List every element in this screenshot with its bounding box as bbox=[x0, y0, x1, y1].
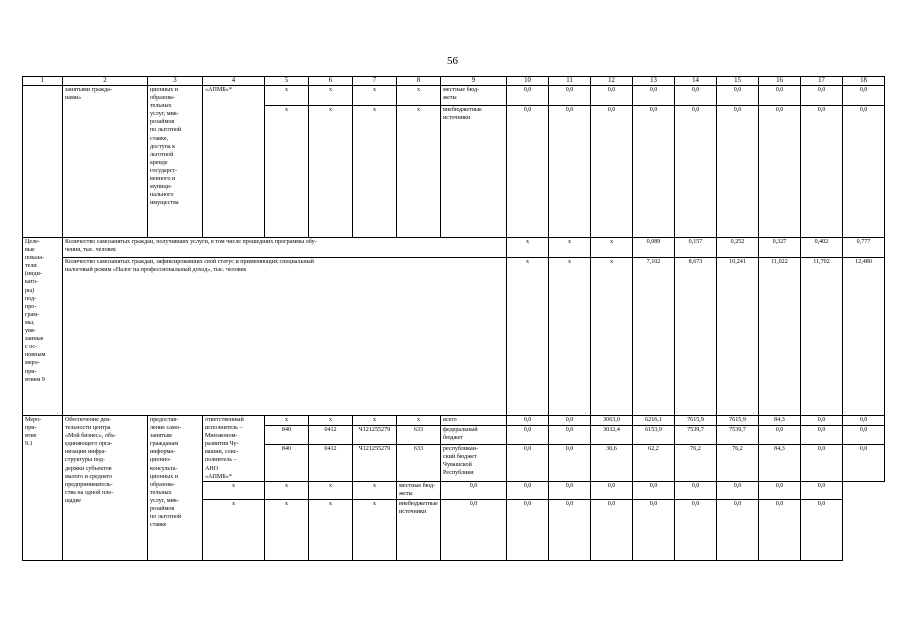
column-number: 8 bbox=[397, 77, 441, 86]
value-cell: 0,0 bbox=[507, 444, 549, 481]
value-cell: 0,0 bbox=[549, 481, 591, 499]
code-cell: 633 bbox=[397, 425, 441, 444]
code-cell: Ч121255279 bbox=[353, 425, 397, 444]
value-cell: 6153,9 bbox=[633, 425, 675, 444]
executor-cell: «АПМБ»* bbox=[203, 86, 265, 238]
column-number: 13 bbox=[633, 77, 675, 86]
value-cell: 0,0 bbox=[759, 106, 801, 238]
code-cell: 0412 bbox=[309, 425, 353, 444]
indicator-text-cell: Количество самозанятых граждан, зафиксировавших свой статус и применяющих специальный налоговый режим «Налог на профессиональный доход», тыс. человек bbox=[63, 258, 507, 416]
code-cell: x bbox=[507, 258, 549, 416]
value-cell: 0,0 bbox=[633, 86, 675, 106]
value-cell: 0,777 bbox=[843, 238, 885, 258]
column-number: 10 bbox=[507, 77, 549, 86]
value-cell: 0,0 bbox=[801, 499, 843, 560]
column-number: 1 bbox=[23, 77, 63, 86]
value-cell: 7539,7 bbox=[717, 425, 759, 444]
code-cell: x bbox=[397, 106, 441, 238]
value-cell: 0,0 bbox=[717, 499, 759, 560]
indicator-text-cell: Количество самозанятых граждан, получивших услуги, в том числе прошедших программы обу- чения, тыс. человек bbox=[63, 238, 507, 258]
value-cell: 0,0 bbox=[549, 416, 591, 426]
funding-source-cell: внебюджетные источники bbox=[397, 499, 441, 560]
value-cell: 7615,9 bbox=[675, 416, 717, 426]
code-cell: x bbox=[507, 238, 549, 258]
value-cell: 7615,9 bbox=[717, 416, 759, 426]
purpose-cell: ционных и образова- тельных услуг, мик- розаймов по льготной ставке, доступа к льготной аренде государст- венного и муници- пального имущества bbox=[148, 86, 203, 238]
table-row bbox=[23, 86, 885, 106]
code-cell: x bbox=[591, 258, 633, 416]
value-cell: 0,0 bbox=[759, 499, 801, 560]
value-cell: 0,0 bbox=[549, 425, 591, 444]
value-cell: 0,0 bbox=[717, 86, 759, 106]
funding-source-cell: внебюджетные источники bbox=[441, 106, 507, 238]
column-number: 2 bbox=[63, 77, 148, 86]
value-cell: 0,0 bbox=[591, 106, 633, 238]
value-cell: 0,0 bbox=[843, 106, 885, 238]
funding-source-cell: республикан- ский бюджет Чувашской Республики bbox=[441, 444, 507, 481]
column-number: 4 bbox=[203, 77, 265, 86]
funding-source-cell: всего bbox=[441, 416, 507, 426]
value-cell: 0,0 bbox=[507, 499, 549, 560]
column-number: 6 bbox=[309, 77, 353, 86]
funding-source-cell: местные бюд- жеты bbox=[397, 481, 441, 499]
value-cell: 0,0 bbox=[591, 499, 633, 560]
value-cell: 76,2 bbox=[675, 444, 717, 481]
value-cell: 0,0 bbox=[759, 481, 801, 499]
value-cell: 0,0 bbox=[843, 425, 885, 444]
value-cell: 0,0 bbox=[843, 86, 885, 106]
value-cell: 0,0 bbox=[633, 481, 675, 499]
value-cell: 0,0 bbox=[843, 416, 885, 426]
code-cell: x bbox=[309, 416, 353, 426]
value-cell: 0,0 bbox=[591, 86, 633, 106]
code-cell: x bbox=[353, 481, 397, 499]
value-cell: 12,480 bbox=[843, 258, 885, 416]
value-cell: 0,0 bbox=[549, 444, 591, 481]
table-row bbox=[23, 416, 885, 426]
value-cell: 11,702 bbox=[801, 258, 843, 416]
value-cell: 0,0 bbox=[675, 86, 717, 106]
column-number: 9 bbox=[441, 77, 507, 86]
value-cell: 0,0 bbox=[507, 106, 549, 238]
header-row bbox=[23, 77, 885, 86]
value-cell: 0,0 bbox=[801, 416, 843, 426]
code-cell: x bbox=[353, 86, 397, 106]
column-number: 14 bbox=[675, 77, 717, 86]
value-cell: 11,022 bbox=[759, 258, 801, 416]
value-cell: 0,0 bbox=[801, 425, 843, 444]
value-cell: 0,402 bbox=[801, 238, 843, 258]
value-cell: 0,0 bbox=[675, 106, 717, 238]
code-cell: x bbox=[591, 238, 633, 258]
code-cell: x bbox=[309, 499, 353, 560]
value-cell: 3063,0 bbox=[591, 416, 633, 426]
code-cell: x bbox=[265, 106, 309, 238]
value-cell: 0,0 bbox=[801, 444, 843, 481]
indicator-row bbox=[23, 258, 885, 416]
value-cell: 0,252 bbox=[717, 238, 759, 258]
code-cell: Ч121255279 bbox=[353, 444, 397, 481]
column-number: 3 bbox=[148, 77, 203, 86]
value-cell: 0,0 bbox=[507, 416, 549, 426]
value-cell: 0,0 bbox=[507, 425, 549, 444]
value-cell: 0,327 bbox=[759, 238, 801, 258]
executor-cell: ответственный исполнитель – Минэконом- развития Чу- вашии, соис- полнитель – АНО «АПМБ»* bbox=[203, 416, 265, 482]
code-cell: x bbox=[309, 106, 353, 238]
code-cell: x bbox=[549, 238, 591, 258]
measure-number-cell: Меро- при- ятие 9.1 bbox=[23, 416, 63, 561]
value-cell: 7,102 bbox=[633, 258, 675, 416]
budget-table bbox=[22, 76, 885, 561]
code-cell: x bbox=[353, 416, 397, 426]
value-cell: 0,0 bbox=[633, 499, 675, 560]
value-cell: 8,673 bbox=[675, 258, 717, 416]
value-cell: 76,2 bbox=[717, 444, 759, 481]
code-cell: x bbox=[353, 499, 397, 560]
code-cell: x bbox=[203, 481, 265, 499]
value-cell: 0,0 bbox=[549, 499, 591, 560]
code-cell: x bbox=[397, 86, 441, 106]
value-cell: 0,0 bbox=[801, 86, 843, 106]
value-cell: 0,0 bbox=[717, 481, 759, 499]
value-cell: 0,0 bbox=[759, 425, 801, 444]
column-number: 7 bbox=[353, 77, 397, 86]
code-cell: x bbox=[265, 86, 309, 106]
code-cell: 840 bbox=[265, 425, 309, 444]
code-cell: x bbox=[309, 481, 353, 499]
column-number: 11 bbox=[549, 77, 591, 86]
value-cell: 0,0 bbox=[549, 86, 591, 106]
page-number: 56 bbox=[447, 55, 458, 67]
code-cell: x bbox=[265, 481, 309, 499]
code-cell: x bbox=[397, 416, 441, 426]
value-cell: 0,0 bbox=[441, 481, 507, 499]
code-cell: x bbox=[203, 499, 265, 560]
measure-name-cell: Обеспечение дея- тельности центра «Мой бизнес», объ- единяющего орга- низации инфра- структуры под- держки субъектов малого и среднего предприниматель- ства на одной пло- щадке bbox=[63, 416, 148, 561]
value-cell: 84,3 bbox=[759, 416, 801, 426]
value-cell: 0,0 bbox=[801, 481, 843, 499]
value-cell: 6216,1 bbox=[633, 416, 675, 426]
value-cell: 7539,7 bbox=[675, 425, 717, 444]
value-cell: 62,2 bbox=[633, 444, 675, 481]
code-cell: x bbox=[549, 258, 591, 416]
value-cell: 0,0 bbox=[591, 481, 633, 499]
value-cell: 0,157 bbox=[675, 238, 717, 258]
value-cell: 3032,4 bbox=[591, 425, 633, 444]
value-cell: 0,0 bbox=[633, 106, 675, 238]
value-cell: 0,0 bbox=[441, 499, 507, 560]
purpose-cell: предостав- ление само- занятым гражданам информа- ционно- консульта- ционных и образова- тельных услуг, мик- розаймов по льготной ставке bbox=[148, 416, 203, 561]
code-cell: 0412 bbox=[309, 444, 353, 481]
value-cell: 0,0 bbox=[675, 499, 717, 560]
column-number: 16 bbox=[759, 77, 801, 86]
code-cell: x bbox=[265, 499, 309, 560]
value-cell: 0,0 bbox=[507, 481, 549, 499]
code-cell: 633 bbox=[397, 444, 441, 481]
value-cell: 0,0 bbox=[717, 106, 759, 238]
value-cell: 0,0 bbox=[759, 86, 801, 106]
measure-name-cell: занятыми гражда- нами» bbox=[63, 86, 148, 238]
value-cell: 84,3 bbox=[759, 444, 801, 481]
value-cell: 0,0 bbox=[507, 86, 549, 106]
column-number: 5 bbox=[265, 77, 309, 86]
code-cell: x bbox=[265, 416, 309, 426]
code-cell: x bbox=[353, 106, 397, 238]
value-cell: 0,0 bbox=[549, 106, 591, 238]
value-cell: 0,0 bbox=[843, 444, 885, 481]
column-number: 12 bbox=[591, 77, 633, 86]
column-number: 17 bbox=[801, 77, 843, 86]
column-number: 18 bbox=[843, 77, 885, 86]
value-cell: 0,0 bbox=[675, 481, 717, 499]
indicators-label-cell: Целе- вые показа- тели (инди- като- ры) под- про- грам- мы, увя- занные с ос- новным меро- при- ятием 9 bbox=[23, 238, 63, 416]
funding-source-cell: местные бюд- жеты bbox=[441, 86, 507, 106]
value-cell: 10,241 bbox=[717, 258, 759, 416]
indicator-row bbox=[23, 238, 885, 258]
value-cell: 0,0 bbox=[801, 106, 843, 238]
empty-cell bbox=[23, 86, 63, 238]
funding-source-cell: федеральный бюджет bbox=[441, 425, 507, 444]
column-number: 15 bbox=[717, 77, 759, 86]
value-cell: 30,6 bbox=[591, 444, 633, 481]
code-cell: 840 bbox=[265, 444, 309, 481]
value-cell: 0,089 bbox=[633, 238, 675, 258]
code-cell: x bbox=[309, 86, 353, 106]
